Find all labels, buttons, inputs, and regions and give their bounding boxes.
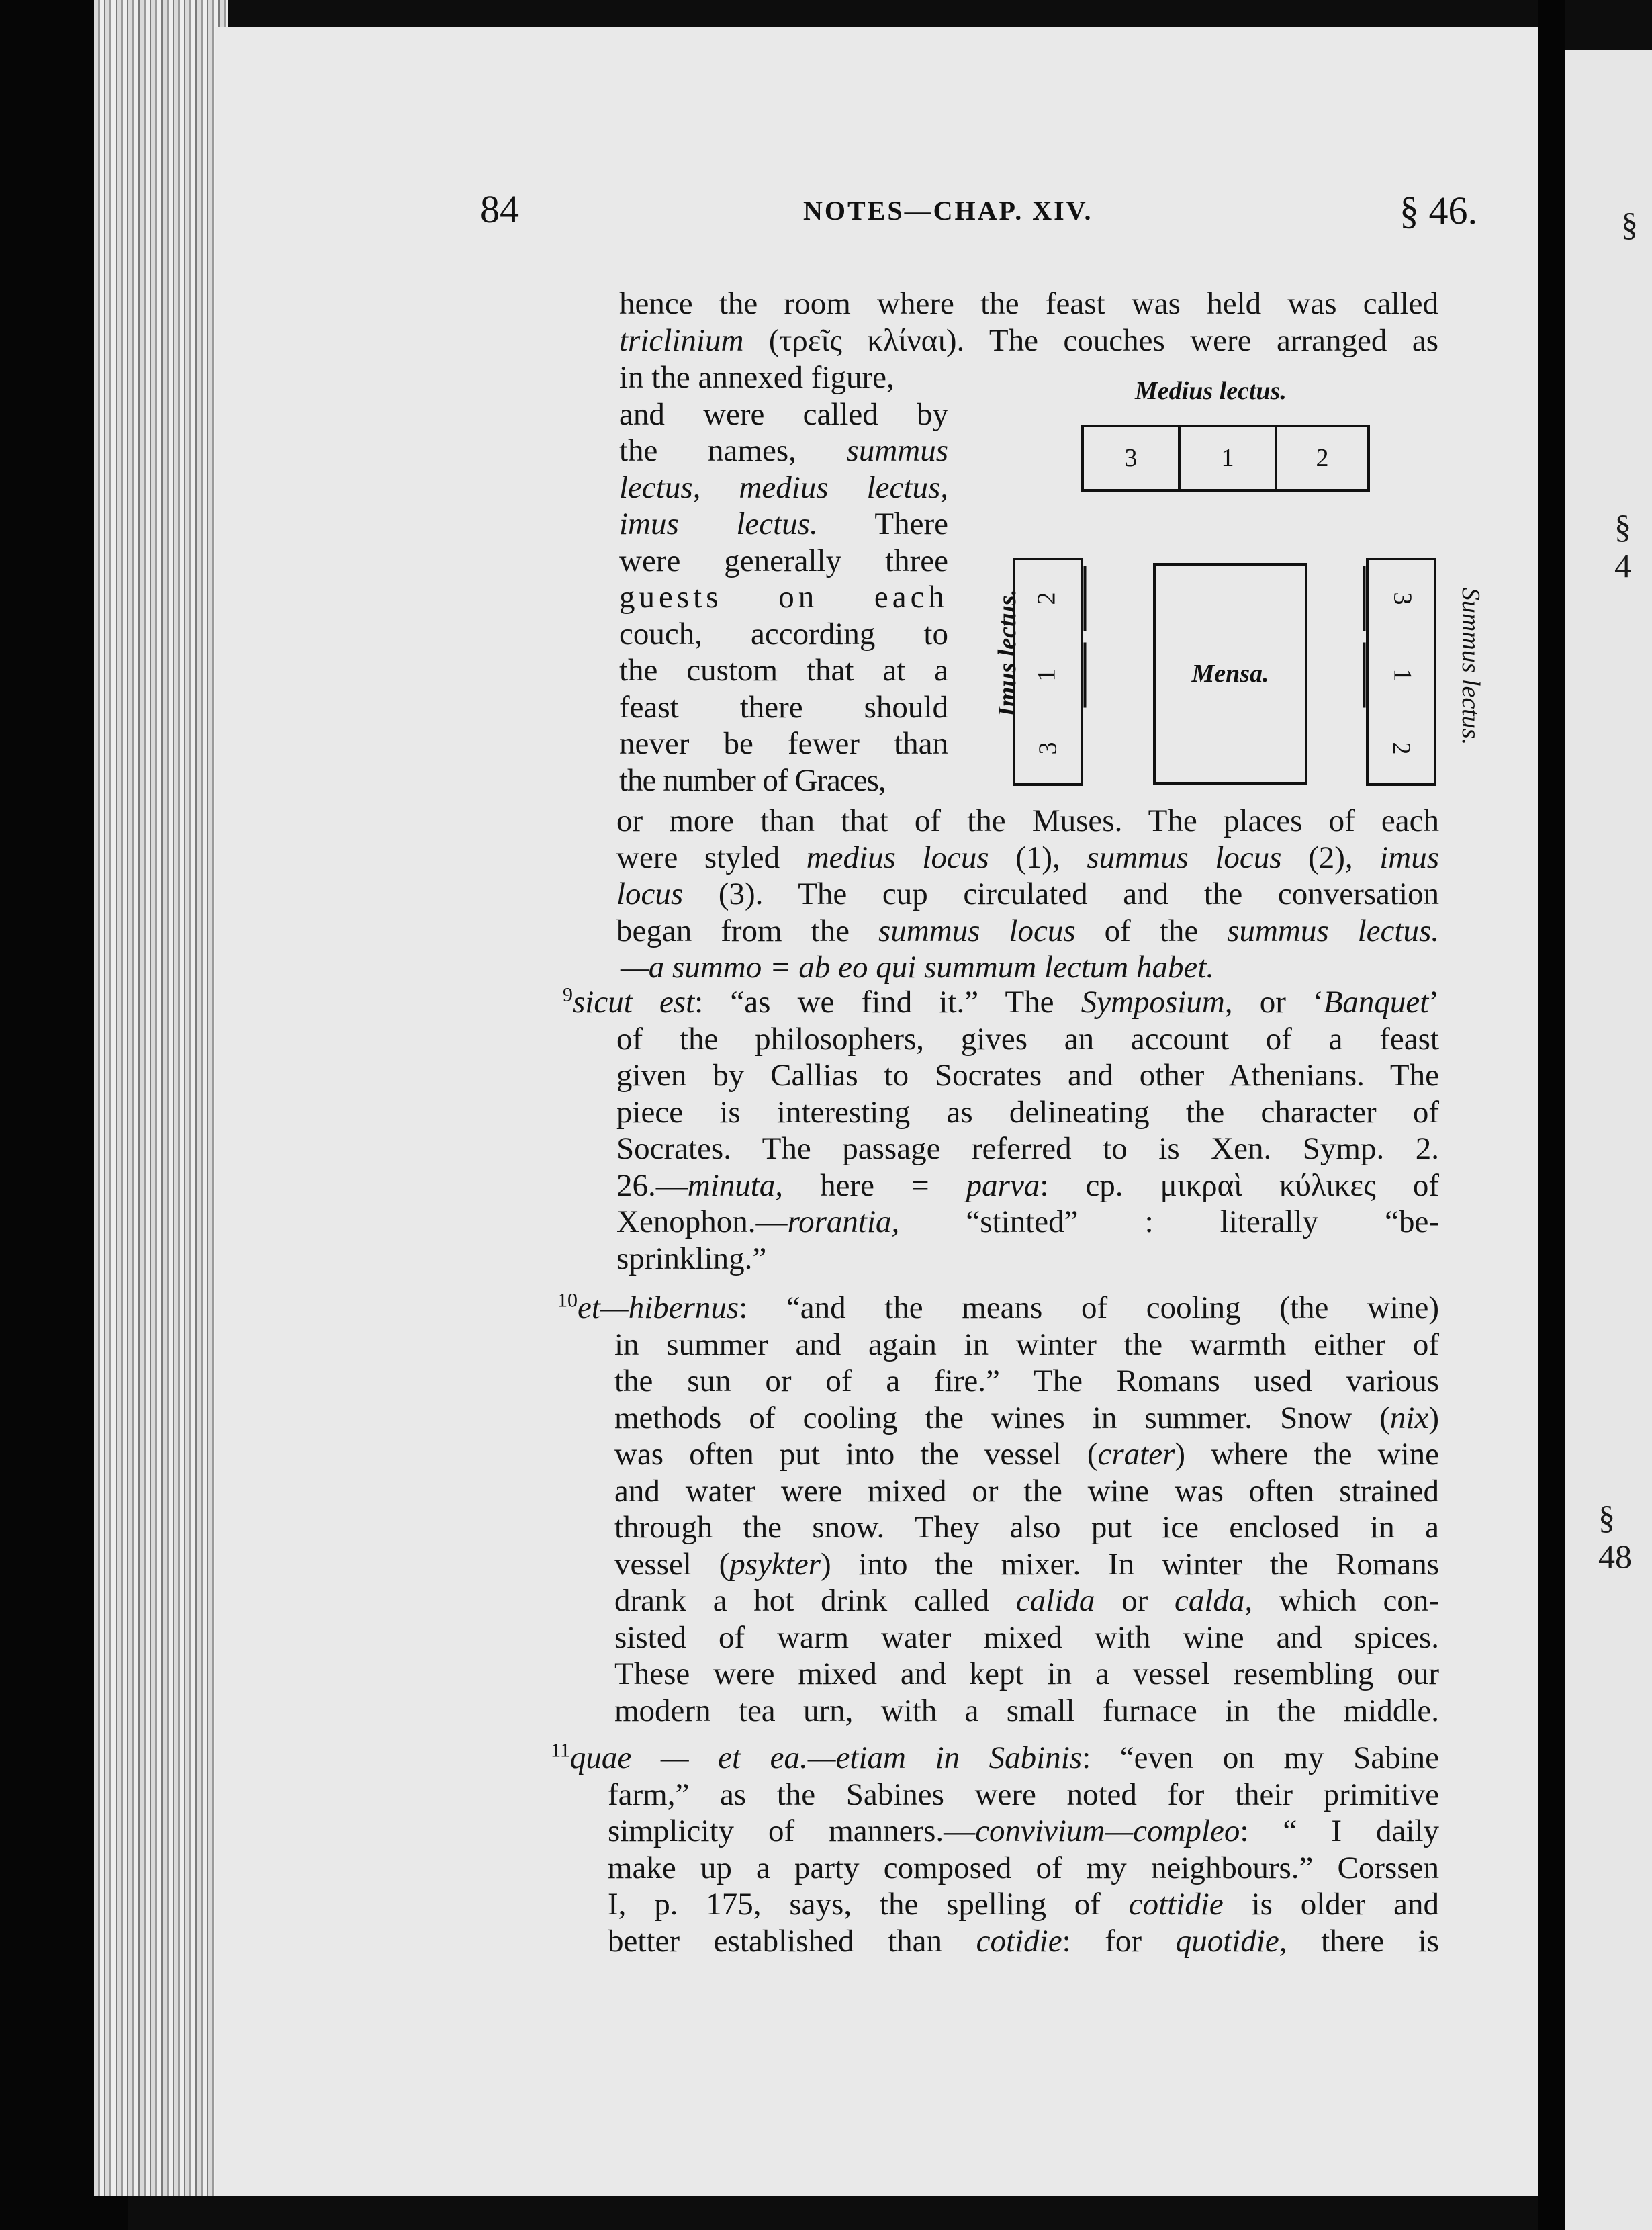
term-triclinium: triclinium <box>619 323 744 358</box>
left-col-line: the names, summus <box>619 433 948 468</box>
text-line: the sun or of a fire.” The Romans used various <box>614 1364 1439 1398</box>
text-line: of the philosophers, gives an account of a feast <box>616 1021 1439 1057</box>
text-line: Xenophon.—rorantia, “stinted” : literally “be- <box>616 1204 1439 1239</box>
text-line: farm,” as the Sabines were noted for their primitive <box>608 1777 1439 1812</box>
left-col-line: feast there should <box>619 689 948 725</box>
imus-cell: 1 <box>1010 643 1087 708</box>
text-line: make up a party composed of my neighbours.” Corssen <box>608 1850 1439 1885</box>
note-10-line-1: $^{10}$et—hibernus: “and the means of cooling (the wine) <box>557 1289 1439 1325</box>
left-col-line: and were called by <box>619 396 948 432</box>
text-line: sisted of warm water mixed with wine and spices. <box>614 1619 1439 1655</box>
text-line: sprinkling.” <box>616 1241 767 1276</box>
text-line: better established than cotidie: for quotidie, there is <box>608 1923 1440 1959</box>
book-page-edges <box>94 0 228 2196</box>
text-line: 26.—minuta, here = parva: cp. μικραὶ κύλικες of <box>616 1167 1439 1203</box>
summus-cell: 1 <box>1363 643 1440 708</box>
summus-couch <box>1366 558 1436 786</box>
intro-line-2: triclinium (τρεῖς κλίναι). The couches were arranged as <box>619 323 1438 358</box>
left-col-line: never be fewer than <box>619 726 948 761</box>
facing-section-mark-1: § <box>1621 206 1638 243</box>
text-line: drank a hot drink called calida or calda, which con- <box>614 1583 1439 1618</box>
imus-cell: 2 <box>1010 566 1087 631</box>
text-line: locus (3). The cup circulated and the conversation <box>616 877 1440 911</box>
intro-left-column <box>619 359 948 799</box>
text-line: methods of cooling the wines in summer. Snow (nix) <box>614 1400 1439 1435</box>
text-line: were styled medius locus (1), summus locus (2), imus <box>616 840 1440 875</box>
running-title: NOTES—CHAP. XIV. <box>803 195 1093 226</box>
book-gutter <box>1538 0 1565 2230</box>
summus-cell: 2 <box>1387 742 1416 755</box>
intro-continuation <box>616 803 1439 986</box>
text-line: was often put into the vessel (crater) where the wine <box>614 1437 1439 1472</box>
text-line: I, p. 175, says, the spelling of cottidie is older and <box>608 1887 1440 1922</box>
text-line: or more than that of the Muses. The places of each <box>616 803 1439 838</box>
medius-cell: 2 <box>1316 444 1329 472</box>
text-line: —a summo = ab eo qui summum lectum habet. <box>621 950 1215 985</box>
text-line: through the snow. They also put ice enclosed in a <box>614 1510 1439 1545</box>
text-line: in summer and again in winter the warmth either of <box>614 1327 1439 1362</box>
medius-couch <box>1081 425 1370 492</box>
left-col-line: imus lectus. There <box>619 506 949 541</box>
left-col-line: in the annexed figure, <box>619 360 894 395</box>
medius-cell: 1 <box>1181 427 1277 489</box>
mensa-label: Mensa. <box>1191 660 1269 688</box>
facing-page-edge <box>1565 50 1652 2230</box>
left-col-line: the custom that at a <box>619 653 948 688</box>
section-number: § 46. <box>1399 189 1477 232</box>
note-11 <box>551 1740 1439 1959</box>
left-col-line: the number of Graces, <box>619 762 886 798</box>
summus-lectus-label: Summus lectus. <box>1457 587 1485 746</box>
left-col-line: were generally three <box>619 543 948 578</box>
left-col-line: lectus, medius lectus, <box>619 470 948 505</box>
mensa-table <box>1153 563 1307 785</box>
text-line: piece is interesting as delineating the character of <box>616 1094 1439 1130</box>
intro-line-1: hence the room where the feast was held was called <box>619 286 1438 321</box>
note-11-line-1: $^{11}$quae — et ea.—etiam in Sabinis: “even on my Sabine <box>551 1739 1439 1775</box>
text-line: Socrates. The passage referred to is Xen. Symp. 2. <box>616 1131 1439 1166</box>
note-9-line-1: $^9$sicut est: “as we find it.” The Symposium, or ‘Banquet’ <box>563 983 1440 1020</box>
page-number: 84 <box>480 187 519 231</box>
text-line: vessel (psykter) into the mixer. In winter the Romans <box>614 1546 1440 1582</box>
triclinium-diagram <box>967 376 1485 793</box>
text-line: began from the summus locus of the summus lectus. <box>616 913 1439 948</box>
note-10 <box>557 1290 1439 1729</box>
text-line: given by Callias to Socrates and other Athenians. The <box>616 1058 1439 1093</box>
imus-couch <box>1013 558 1083 786</box>
text-line: These were mixed and kept in a vessel resembling our <box>614 1656 1439 1691</box>
left-col-line: guests on each <box>619 580 948 615</box>
imus-cell: 3 <box>1034 742 1062 755</box>
text-line: and water were mixed or the wine was often strained <box>614 1473 1439 1509</box>
left-col-line: couch, according to <box>619 616 948 652</box>
note-9 <box>563 984 1439 1277</box>
facing-section-mark-3: § 48 <box>1598 1499 1632 1575</box>
medius-lectus-label: Medius lectus. <box>1135 377 1287 405</box>
text-line: modern tea urn, with a small furnace in the middle. <box>614 1693 1439 1728</box>
medius-cell: 3 <box>1084 427 1181 489</box>
summus-cell: 3 <box>1363 566 1440 631</box>
facing-section-mark-2: § 4 <box>1614 508 1631 584</box>
text-line: simplicity of manners.—convivium—compleo: “ I daily <box>608 1814 1439 1848</box>
imus-lectus-label: Imus lectus. <box>993 588 1021 717</box>
